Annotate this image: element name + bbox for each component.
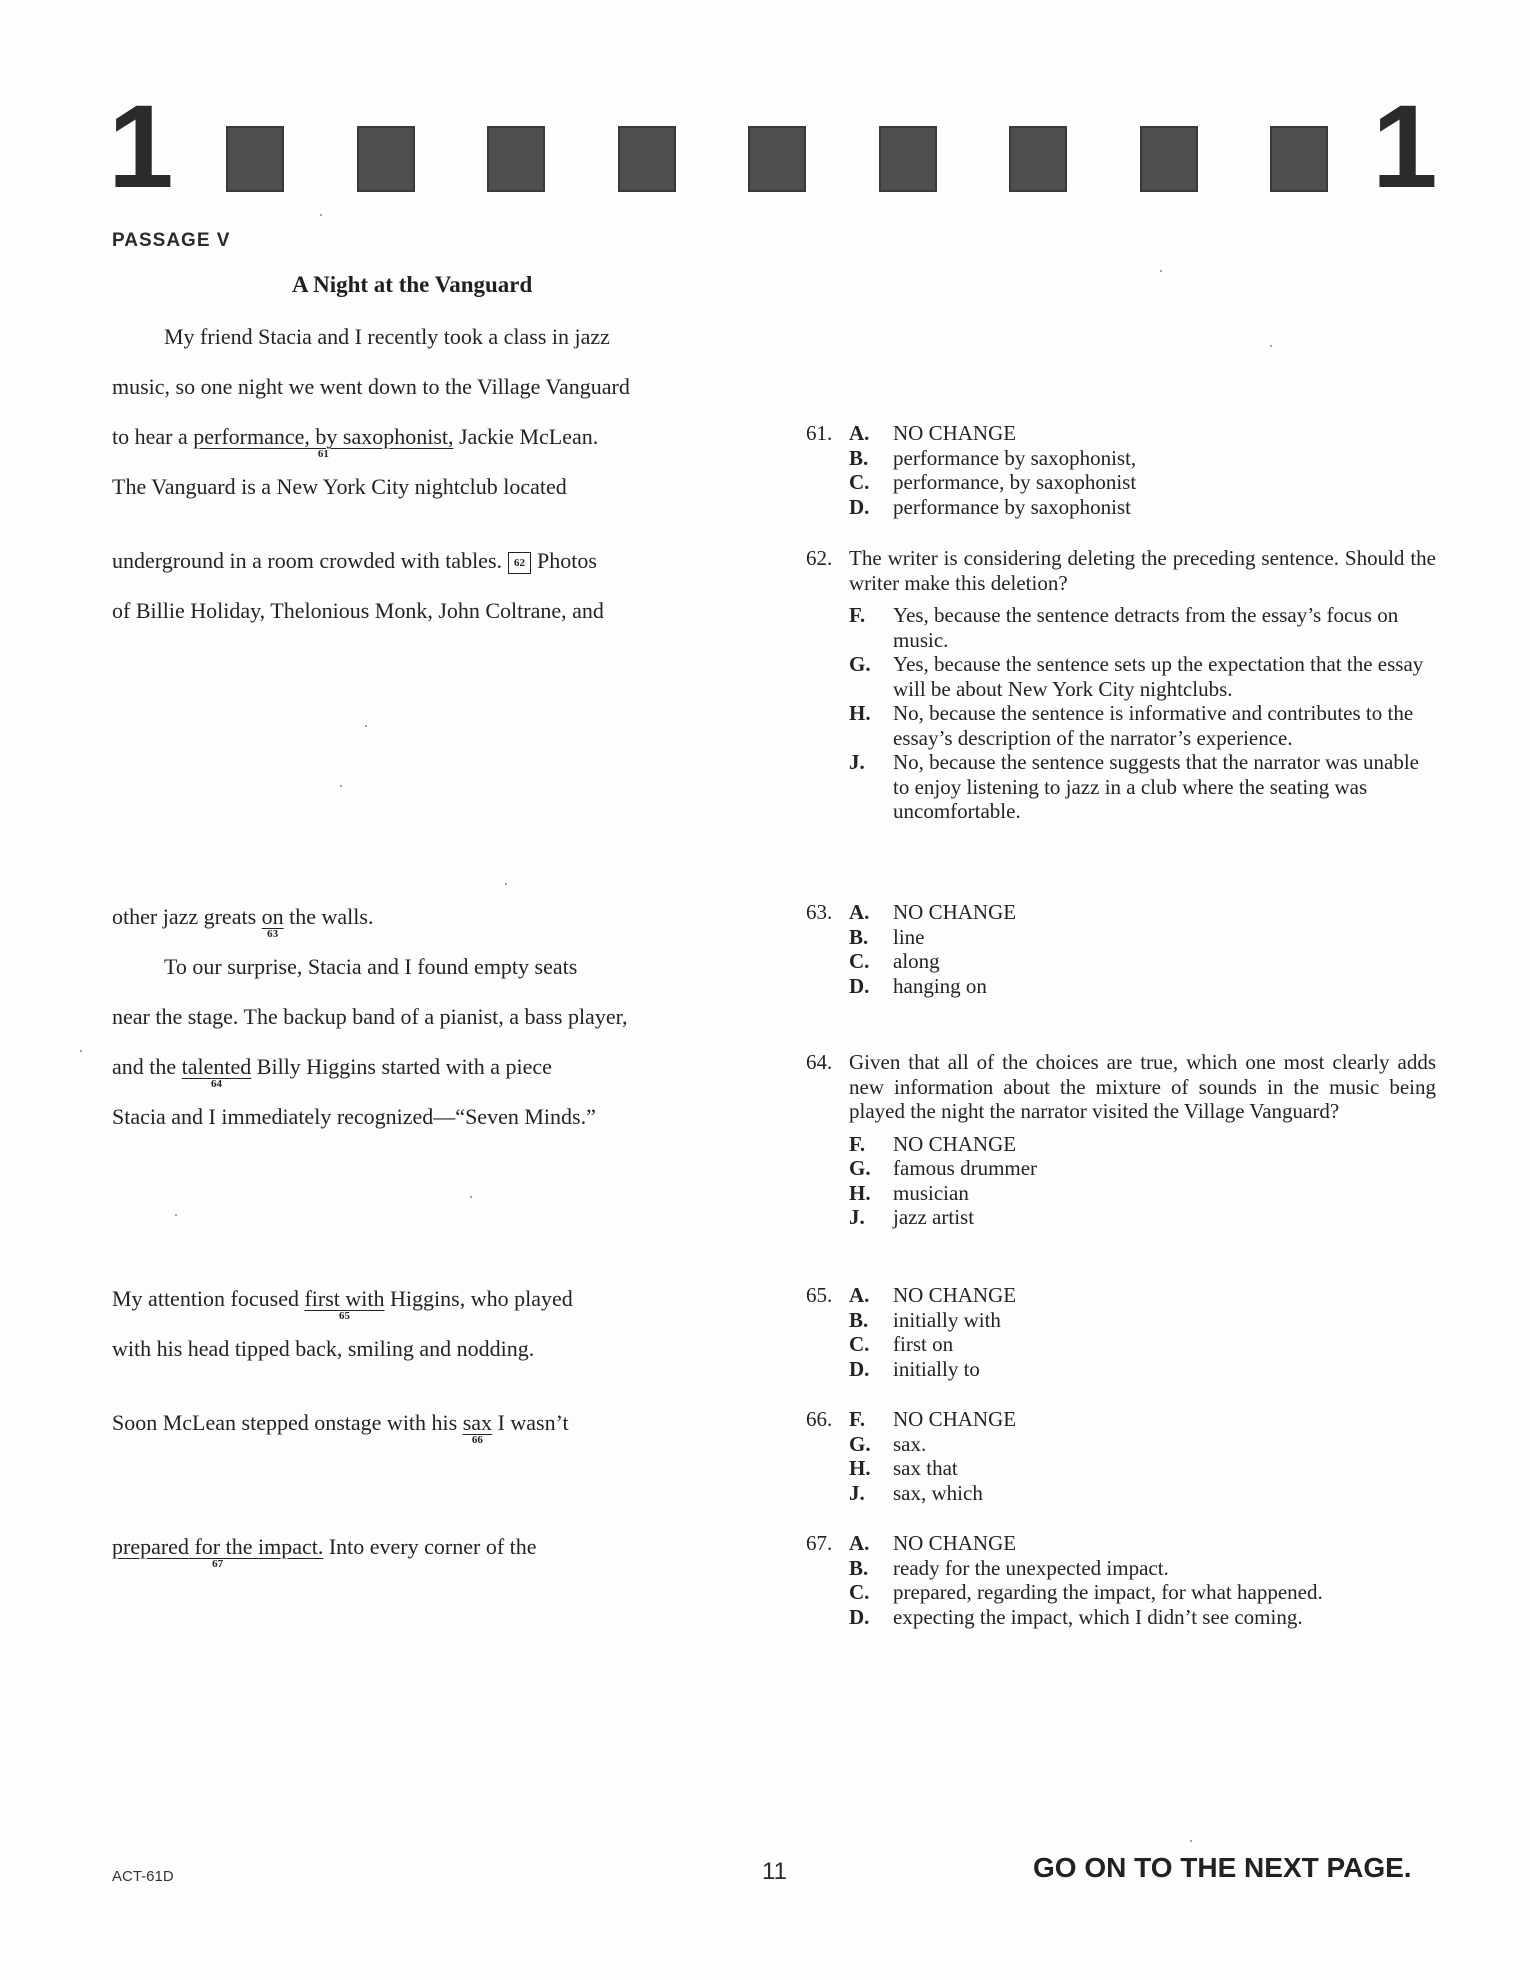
underlined-portion-64: talented 64 bbox=[181, 1054, 252, 1090]
passage-line: My attention focused first with 65 Higgins, who played bbox=[112, 1286, 573, 1322]
question-62 bbox=[806, 546, 1436, 824]
passage-line: Soon McLean stepped onstage with his sax 66 I wasn’t bbox=[112, 1410, 569, 1446]
section-number-right: 1 bbox=[1372, 81, 1434, 213]
question-65 bbox=[806, 1283, 1436, 1381]
answer-option[interactable]: C. first on bbox=[849, 1332, 954, 1356]
question-ref-66: 66 bbox=[471, 1434, 483, 1446]
scan-speck bbox=[1190, 1840, 1192, 1842]
answer-option[interactable]: A. NO CHANGE bbox=[849, 900, 1017, 924]
header-square bbox=[618, 126, 676, 192]
header-square bbox=[879, 126, 937, 192]
question-box-62: 62 bbox=[508, 552, 531, 574]
question-ref-61: 61 bbox=[317, 448, 329, 460]
question-61 bbox=[806, 421, 1436, 519]
answer-option[interactable]: B. ready for the unexpected impact. bbox=[849, 1555, 1169, 1580]
question-number: 66. bbox=[806, 1407, 833, 1431]
answer-option[interactable]: A. NO CHANGE bbox=[849, 1283, 1017, 1307]
passage-line: near the stage. The backup band of a pianist, a bass player, bbox=[112, 1004, 628, 1029]
question-number: 62. bbox=[806, 546, 833, 570]
answer-option[interactable]: H. sax that bbox=[849, 1456, 958, 1480]
answer-option[interactable]: F. NO CHANGE bbox=[849, 1407, 1017, 1431]
answer-option[interactable]: G. famous drummer bbox=[849, 1156, 1038, 1180]
answer-option[interactable]: C. performance, by saxophonist bbox=[849, 470, 1137, 494]
passage-line: other jazz greats on 63 the walls. bbox=[112, 904, 374, 940]
passage-line: to hear a performance, by saxophonist, 61 Jackie McLean. bbox=[112, 424, 599, 460]
passage-line: music, so one night we went down to the Village Vanguard bbox=[112, 374, 630, 399]
question-stem: Given that all of the choices are true, which one most clearly adds new information about the mixture of sounds in the music being played the night the narrator visited the Village Vanguard? bbox=[849, 1050, 1436, 1123]
header-square bbox=[487, 126, 545, 192]
answer-option[interactable]: J. No, because the sentence suggests that the narrator was unable to enjoy listening to jazz in a club where the seating was uncomfortable. bbox=[849, 750, 1419, 823]
header-square bbox=[1270, 126, 1328, 192]
question-63 bbox=[806, 900, 1436, 998]
underlined-portion-66: sax 66 bbox=[462, 1410, 493, 1446]
passage-line: The Vanguard is a New York City nightclub located bbox=[112, 474, 567, 499]
scan-speck bbox=[175, 1214, 177, 1216]
scan-speck bbox=[320, 214, 322, 216]
question-67 bbox=[806, 1531, 1436, 1629]
answer-option[interactable]: B. initially with bbox=[849, 1307, 1001, 1332]
answer-option[interactable]: B. line bbox=[849, 924, 925, 949]
answer-option[interactable]: A. NO CHANGE bbox=[849, 1531, 1017, 1555]
answer-option[interactable]: C. along bbox=[849, 949, 940, 973]
answer-option[interactable]: F. Yes, because the sentence detracts from the essay’s focus on music. bbox=[849, 603, 1399, 652]
question-66 bbox=[806, 1407, 1436, 1505]
question-number: 61. bbox=[806, 421, 833, 445]
scan-speck bbox=[1270, 345, 1272, 347]
page-number: 11 bbox=[762, 1858, 787, 1885]
question-ref-67: 67 bbox=[212, 1558, 224, 1570]
scan-speck bbox=[505, 883, 507, 885]
section-number-left: 1 bbox=[108, 81, 170, 213]
question-ref-63: 63 bbox=[267, 928, 279, 940]
answer-option[interactable]: D. performance by saxophonist bbox=[849, 494, 1131, 519]
answer-option[interactable]: G. Yes, because the sentence sets up the expectation that the essay will be about New York City nightclubs. bbox=[849, 652, 1424, 701]
question-64 bbox=[806, 1050, 1436, 1230]
answer-option[interactable]: H. No, because the sentence is informative and contributes to the essay’s description of the narrator’s experience. bbox=[849, 701, 1414, 750]
header-square bbox=[226, 126, 284, 192]
passage-title: A Night at the Vanguard bbox=[292, 272, 533, 297]
passage-line: underground in a room crowded with tables. 62 Photos bbox=[112, 548, 597, 573]
question-number: 67. bbox=[806, 1531, 833, 1555]
question-number: 63. bbox=[806, 900, 833, 924]
question-stem: The writer is considering deleting the preceding sentence. Should the writer make this deletion? bbox=[849, 546, 1436, 595]
header-square bbox=[1140, 126, 1198, 192]
go-on-instruction: GO ON TO THE NEXT PAGE. bbox=[1033, 1852, 1412, 1883]
scan-speck bbox=[470, 1196, 472, 1198]
underlined-portion-65: first with 65 bbox=[304, 1286, 385, 1322]
passage-line: Stacia and I immediately recognized—“Seven Minds.” bbox=[112, 1104, 596, 1129]
answer-option[interactable]: H. musician bbox=[849, 1180, 969, 1205]
header-square bbox=[1009, 126, 1067, 192]
passage-label: PASSAGE V bbox=[112, 230, 231, 251]
answer-option[interactable]: B. performance by saxophonist, bbox=[849, 445, 1137, 470]
passage-line: prepared for the impact. 67 Into every corner of the bbox=[112, 1534, 537, 1570]
answer-option[interactable]: D. initially to bbox=[849, 1356, 980, 1381]
underlined-portion-61: performance, by saxophonist, 61 bbox=[193, 424, 454, 460]
passage-line: To our surprise, Stacia and I found empty seats bbox=[164, 954, 578, 979]
passage-line: with his head tipped back, smiling and nodding. bbox=[112, 1336, 535, 1361]
underlined-portion-67: prepared for the impact. 67 bbox=[112, 1534, 324, 1570]
passage-line: of Billie Holiday, Thelonious Monk, John Coltrane, and bbox=[112, 598, 604, 623]
passage-line: and the talented 64 Billy Higgins started with a piece bbox=[112, 1054, 552, 1090]
question-number: 65. bbox=[806, 1283, 833, 1307]
answer-option[interactable]: D. hanging on bbox=[849, 973, 987, 998]
test-code: ACT-61D bbox=[112, 1868, 174, 1885]
scan-speck bbox=[365, 725, 367, 727]
scan-speck bbox=[80, 1050, 82, 1052]
passage-line: My friend Stacia and I recently took a class in jazz bbox=[164, 324, 610, 349]
answer-option[interactable]: F. NO CHANGE bbox=[849, 1131, 1017, 1156]
answer-option[interactable]: J. jazz artist bbox=[849, 1205, 975, 1229]
question-number: 64. bbox=[806, 1050, 833, 1074]
question-ref-65: 65 bbox=[339, 1310, 350, 1322]
underlined-portion-63: on 63 bbox=[261, 904, 284, 940]
answer-option[interactable]: A. NO CHANGE bbox=[849, 421, 1017, 445]
header-square bbox=[748, 126, 806, 192]
question-ref-64: 64 bbox=[210, 1078, 222, 1090]
scan-speck bbox=[1160, 270, 1162, 272]
answer-option[interactable]: G. sax. bbox=[849, 1431, 927, 1456]
answer-option[interactable]: J. sax, which bbox=[849, 1480, 983, 1505]
scan-speck bbox=[340, 785, 342, 787]
answer-option[interactable]: C. prepared, regarding the impact, for what happened. bbox=[849, 1580, 1323, 1604]
header-square bbox=[357, 126, 415, 192]
answer-option[interactable]: D. expecting the impact, which I didn’t see coming. bbox=[849, 1604, 1303, 1629]
